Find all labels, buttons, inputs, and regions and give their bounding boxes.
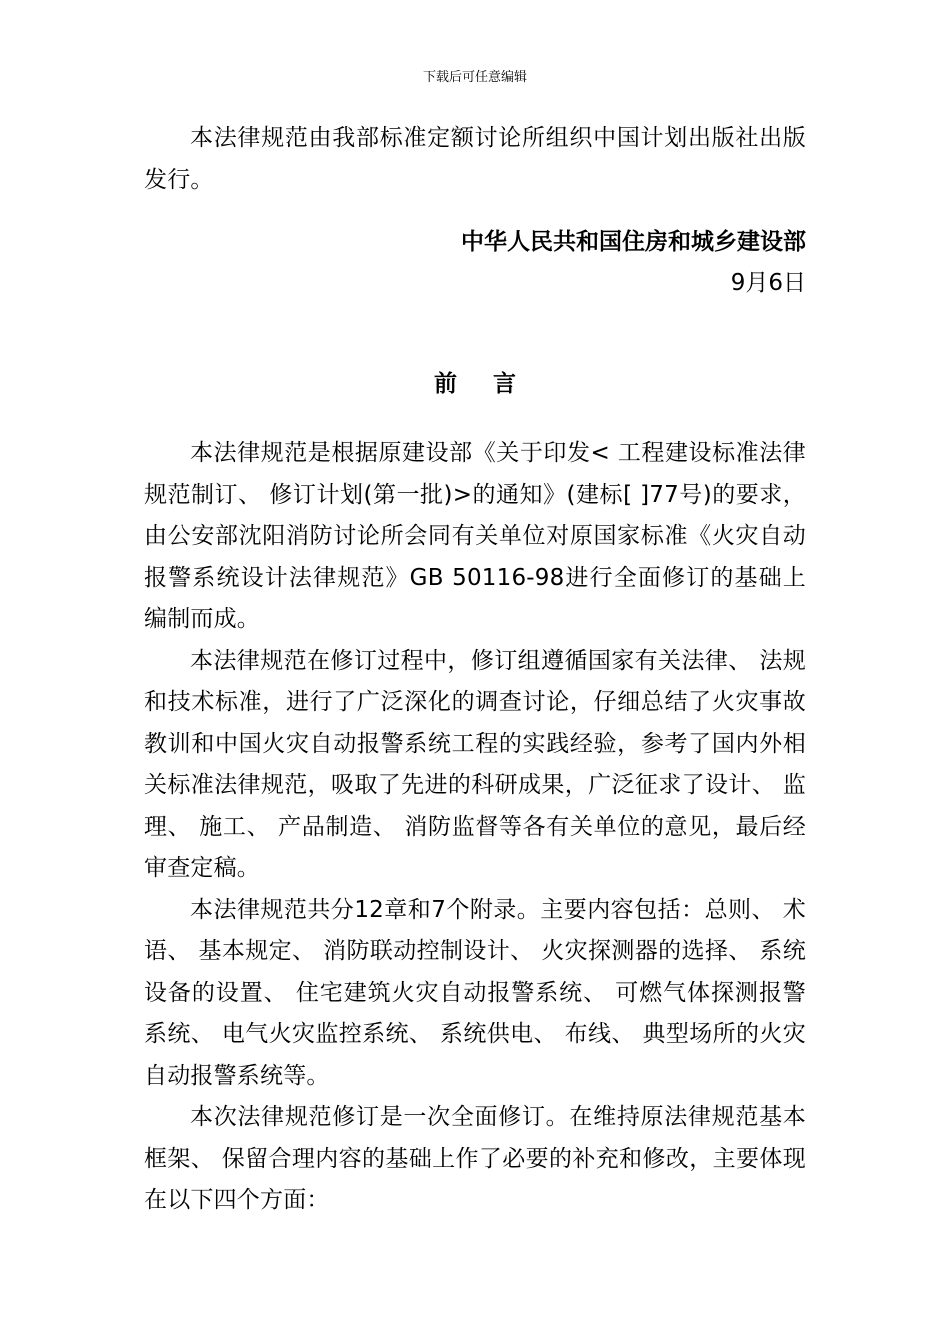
preface-paragraph-4: 本次法律规范修订是一次全面修订。在维持原法律规范基本框架、 保留合理内容的基础上作了必要的补充和修改，主要体现在以下四个方面：: [144, 1104, 806, 1213]
preface-paragraph-3: 本法律规范共分12章和7个附录。主要内容包括：总则、 术语、 基本规定、 消防联动控制设计、 火灾探测器的选择、 系统设备的设置、 住宅建筑火灾自动报警系统、 可燃气体探测报警系统、 电气火灾监控系统、 系统供电、 布线、 典型场所的火灾自动报警系统等。: [144, 896, 806, 1089]
page-header-note: 下载后可任意编辑: [422, 70, 527, 85]
issuing-organization: 中华人民共和国住房和城乡建设部: [461, 229, 806, 255]
intro-paragraph: 本法律规范由我部标准定额讨论所组织中国计划出版社出版发行。: [144, 125, 806, 193]
preface-paragraph-1: 本法律规范是根据原建设部《关于印发< 工程建设标准法律规范制订、 修订计划(第一批)>的通知》(建标[ ]77号)的要求，由公安部沈阳消防讨论所会同有关单位对原国家标准《火灾自动报警系统设计法律规范》GB 50116-98进行全面修订的基础上编制而成。: [144, 440, 806, 632]
preface-paragraph-2: 本法律规范在修订过程中，修订组遵循国家有关法律、 法规和技术标准，进行了广泛深化的调查讨论，仔细总结了火灾事故教训和中国火灾自动报警系统工程的实践经验，参考了国内外相关标准法律规范，吸取了先进的科研成果，广泛征求了设计、 监理、 施工、 产品制造、 消防监督等各有关单位的意见，最后经审查定稿。: [144, 647, 806, 881]
preface-title: 前 言: [433, 371, 530, 397]
document-body: [144, 118, 806, 1222]
issue-date: 9月6日: [730, 270, 806, 296]
